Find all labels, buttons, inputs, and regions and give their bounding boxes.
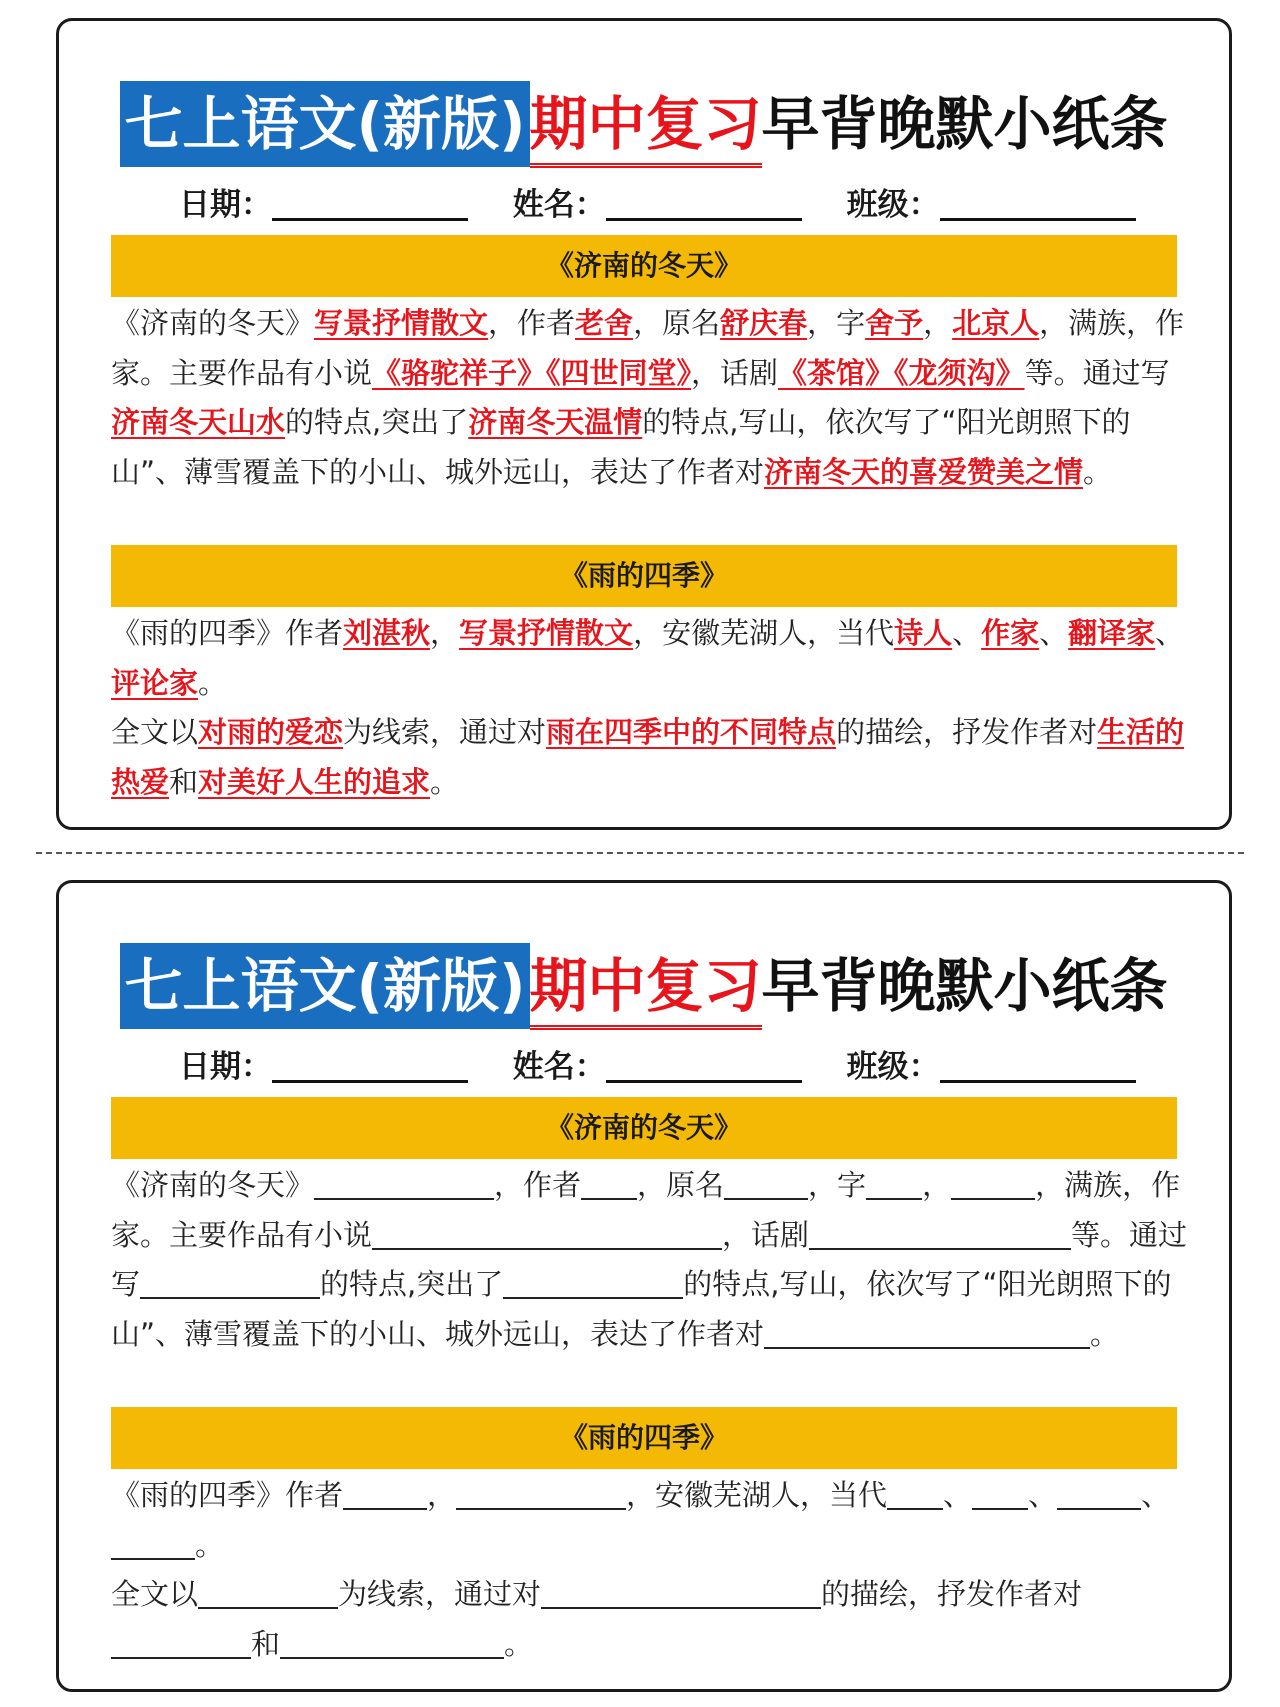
text: 的描绘，抒发作者对 — [836, 715, 1098, 749]
blank-emotion-a[interactable] — [764, 1315, 1000, 1349]
text: ，原名 — [637, 1168, 725, 1202]
answer-novels: 《骆驼祥子》《四世同堂》 — [372, 355, 692, 390]
title-blue-part: 七上语文(新版) — [120, 943, 529, 1029]
answer-critic: 评论家 — [111, 665, 199, 700]
class-label: 班级： — [846, 1049, 940, 1085]
blank-pursuit[interactable] — [280, 1625, 504, 1659]
answer-author: 刘湛秋 — [343, 616, 431, 650]
paragraph-rain — [111, 609, 1191, 807]
text: 全文以 — [111, 1577, 199, 1611]
page-title — [59, 943, 1229, 1030]
text: 为线索，通过对 — [338, 1577, 542, 1611]
blank-genre[interactable] — [456, 1476, 626, 1510]
text: ，安徽芜湖人，当代 — [626, 1478, 888, 1512]
class-label: 班级： — [846, 187, 940, 223]
answer-pursuit: 对美好人生的追求 — [198, 764, 431, 799]
title-red-part: 期中复习 — [530, 947, 762, 1030]
text: 。 — [1083, 454, 1113, 489]
text: 和 — [251, 1626, 281, 1661]
text: ， — [430, 616, 460, 650]
text: 的特点,写山，依次写了“阳光朗照下的山”、薄雪覆盖下的小山、城外远山，表达了作者对 — [111, 405, 1131, 489]
answer-genre: 写景抒情散文 — [314, 306, 489, 340]
date-label: 日期： — [179, 1049, 272, 1085]
text: 。 — [195, 1527, 225, 1562]
date-field[interactable] — [179, 183, 468, 227]
title-black-part: 早背晚默小纸条 — [761, 90, 1168, 158]
text: 和 — [169, 764, 199, 799]
answer-courtesy-name: 舍予 — [865, 306, 924, 340]
text: ，字 — [808, 1168, 867, 1202]
blank-translator[interactable] — [1057, 1476, 1141, 1510]
text: 《雨的四季》作者 — [111, 616, 344, 650]
blank-critic[interactable] — [111, 1526, 195, 1560]
text: 、 — [1155, 616, 1185, 650]
answer-card — [56, 18, 1232, 830]
answer-genre: 写景抒情散文 — [459, 616, 634, 650]
paragraph-jinan-blank — [111, 1161, 1191, 1359]
dashed-divider — [36, 852, 1244, 854]
blank-courtesy-name[interactable] — [866, 1166, 922, 1200]
text: 为线索，通过对 — [343, 715, 547, 749]
text: 、 — [952, 616, 982, 650]
name-field[interactable] — [513, 1045, 802, 1089]
blank-card — [56, 880, 1232, 1692]
text: 全文以 — [111, 715, 199, 749]
blank-author[interactable] — [343, 1476, 427, 1510]
name-label: 姓名： — [512, 187, 606, 223]
blank-emotion-b[interactable] — [1000, 1315, 1090, 1349]
text: ，字 — [807, 306, 866, 340]
text: 等。通过写 — [1024, 355, 1170, 390]
blank-clue[interactable] — [198, 1575, 338, 1609]
text: 《雨的四季》作者 — [111, 1478, 344, 1512]
text: 的特点,写山，依次写了“阳光朗照下的山”、薄雪覆盖下的小山、城外远山，表达了作者对 — [111, 1267, 1172, 1351]
text: ， — [427, 1478, 457, 1512]
text: 。 — [430, 764, 460, 799]
answer-highlights: 济南冬天温情 — [468, 405, 643, 439]
title-red-part: 期中复习 — [530, 85, 762, 168]
text: ， — [922, 1168, 952, 1202]
text: 《济南的冬天》 — [111, 1168, 315, 1202]
text: ，作者 — [488, 306, 576, 340]
class-line[interactable] — [940, 188, 1136, 221]
date-line[interactable] — [272, 188, 468, 221]
blank-novels[interactable] — [372, 1216, 722, 1250]
blank-genre[interactable] — [314, 1166, 494, 1200]
blank-highlights[interactable] — [503, 1265, 683, 1299]
class-field[interactable] — [847, 183, 1136, 227]
page-title — [59, 81, 1229, 168]
blank-plays[interactable] — [809, 1216, 1071, 1250]
blank-writer[interactable] — [972, 1476, 1028, 1510]
date-field[interactable] — [179, 1045, 468, 1089]
text: 《济南的冬天》 — [111, 306, 315, 340]
student-info-row — [179, 183, 1129, 227]
answer-translator: 翻译家 — [1068, 616, 1156, 650]
text: 。 — [504, 1626, 534, 1661]
answer-emotion: 济南冬天的喜爱赞美之情 — [764, 454, 1084, 489]
student-info-row — [179, 1045, 1129, 1089]
text: ，原名 — [633, 306, 721, 340]
text: ，满族，作家。主要作品有小说 — [111, 306, 1185, 390]
section-heading-jinan: 《济南的冬天》 — [111, 1097, 1177, 1159]
paragraph-jinan — [111, 299, 1191, 497]
title-blue-part: 七上语文(新版) — [120, 81, 529, 167]
section-heading-rain: 《雨的四季》 — [111, 1407, 1177, 1469]
text: ，满族，作家。主要作品有小说 — [111, 1168, 1181, 1252]
answer-writes: 济南冬天山水 — [111, 405, 286, 439]
answer-author: 老舍 — [575, 306, 634, 340]
blank-poet[interactable] — [887, 1476, 943, 1510]
blank-features[interactable] — [541, 1575, 821, 1609]
name-label: 姓名： — [512, 1049, 606, 1085]
answer-features: 雨在四季中的不同特点 — [546, 715, 837, 749]
answer-writer: 作家 — [981, 616, 1040, 650]
text: ，安徽芜湖人，当代 — [633, 616, 895, 650]
answer-original-name: 舒庆春 — [720, 306, 808, 340]
text: ，话剧 — [722, 1217, 810, 1252]
text: 、 — [1141, 1478, 1171, 1512]
title-black-part: 早背晚默小纸条 — [761, 952, 1168, 1020]
answer-plays: 《茶馆》《龙须沟》 — [778, 355, 1025, 390]
answer-poet: 诗人 — [894, 616, 953, 650]
date-line[interactable] — [272, 1050, 468, 1083]
name-line[interactable] — [606, 1050, 802, 1083]
answer-love: 生活的热爱 — [111, 715, 1185, 799]
section-heading-rain: 《雨的四季》 — [111, 545, 1177, 607]
blank-love[interactable] — [111, 1625, 251, 1659]
paragraph-rain-blank — [111, 1471, 1191, 1669]
text: ，话剧 — [691, 355, 779, 390]
blank-origin[interactable] — [951, 1166, 1035, 1200]
text: 等。通过写 — [111, 1217, 1188, 1301]
class-field[interactable] — [847, 1045, 1136, 1089]
text: 的特点,突出了 — [320, 1267, 504, 1301]
blank-writes[interactable] — [140, 1265, 320, 1299]
text: 。 — [1090, 1316, 1120, 1351]
name-field[interactable] — [513, 183, 802, 227]
blank-original-name[interactable] — [724, 1166, 808, 1200]
name-line[interactable] — [606, 188, 802, 221]
text: 、 — [1039, 616, 1069, 650]
text: 的描绘，抒发作者对 — [821, 1577, 1083, 1611]
text: 的特点,突出了 — [285, 405, 469, 439]
text: ，作者 — [494, 1168, 582, 1202]
text: 、 — [1028, 1478, 1058, 1512]
answer-clue: 对雨的爱恋 — [198, 715, 344, 749]
section-heading-jinan: 《济南的冬天》 — [111, 235, 1177, 297]
text: 、 — [943, 1478, 973, 1512]
text: ， — [923, 306, 953, 340]
answer-origin: 北京人 — [952, 306, 1040, 340]
class-line[interactable] — [940, 1050, 1136, 1083]
blank-author[interactable] — [581, 1166, 637, 1200]
date-label: 日期： — [179, 187, 272, 223]
text: 。 — [198, 665, 228, 700]
